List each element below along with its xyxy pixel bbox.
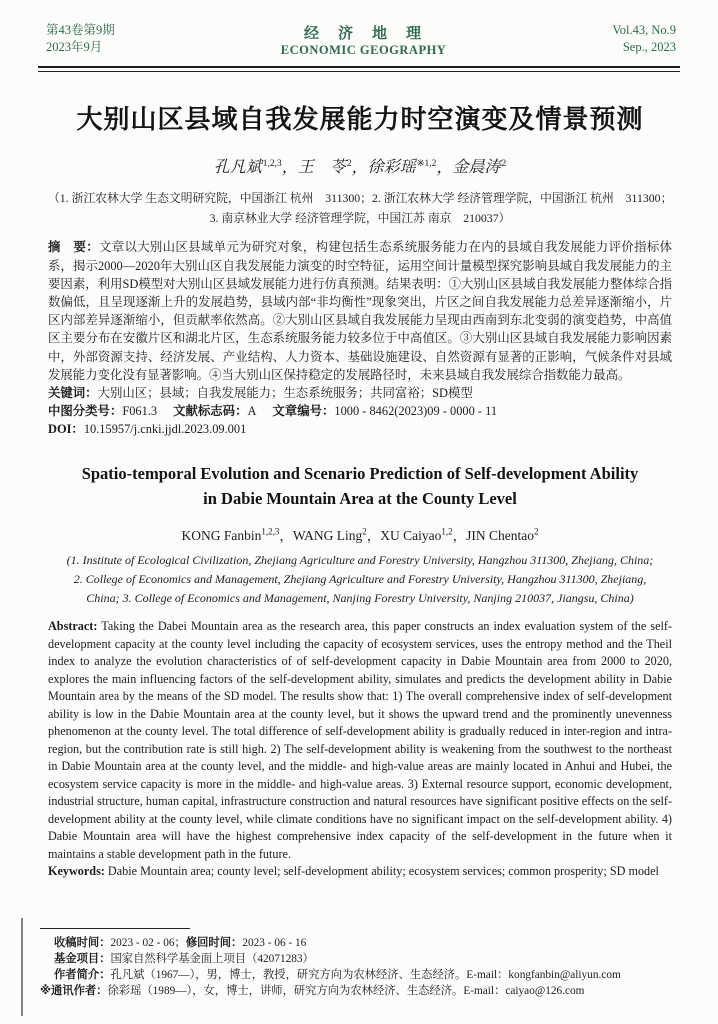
- author-superscript: 2: [362, 526, 367, 537]
- header-divider-rule: [38, 66, 680, 72]
- author-en: JIN Chentao$^2$: [466, 526, 539, 544]
- doi-label: DOI：: [48, 422, 84, 437]
- abstract-cn-label: 摘 要：: [48, 240, 99, 255]
- author-superscript: 1,2,3: [261, 526, 280, 537]
- author-delimiter: ，: [351, 159, 368, 177]
- footnote-received: 收稿时间：2023 - 02 - 06；修回时间：2023 - 06 - 16: [54, 937, 307, 949]
- issue-info-cn: [46, 22, 115, 56]
- footnote-fund: 基金项目：国家自然科学基金面上项目（42071283）: [54, 953, 314, 965]
- author-delimiter: ，: [366, 528, 381, 544]
- journal-name-en: ECONOMIC GEOGRAPHY: [280, 43, 447, 57]
- author-delimiter: ，: [279, 528, 293, 544]
- doi-value: 10.15957/j.cnki.jjdl.2023.09.001: [83, 422, 247, 437]
- doi-line: [48, 420, 672, 438]
- author-delimiter: ，: [281, 159, 298, 177]
- author-superscript: 1,2,3: [262, 159, 282, 169]
- date-en: Sep., 2023: [622, 40, 676, 54]
- keywords-cn: [48, 384, 672, 402]
- abstract-en-text: Taking the Dabei Mountain area as the research area, this paper constructs an index evaluation system of the self-development capacity at the county level including the capacity of ecosystem services, uses the entropy method and the Theil index to analyze the evolution characteristics of of self-development capacity in Dabie Mountain area from 2000 to 2020, explores the main influencing factors of the self-development ability, simulates and predicts the development ability in Dabie Mountain area by the means of the SD model. The results show that: 1) The overall comprehensive index of self-development ability is low in the Dabie Mountain area at the county level, but it shows the upward trend and the prominently unevenness phenomenon at the county level. The total difference of self-development ability is gradually reduced in inter-region and intra-region, but the contribution rate is still high. 2) The self-development ability is weakening from the southwest to the northeast in Dabie Mountain area at the county level, and the middle- and high-value areas are mainly located in Anhui and Hubei, the ecosystem service capacity is more in the middle- and high-value areas. 3) External resource support, economic development, industrial structure, human capital, infrastructure construction and natural resources have significant positive effects on the self-development ability at the county level, while climate conditions have no significant impact on the self-development ability. 4) Dabie Mountain area will have the highest comprehensive index capacity of the self-development in the future when it maintains a stable development path in the future.: [48, 619, 672, 861]
- issue-info-en: [612, 22, 676, 56]
- keywords-en-text: Dabie Mountain area; county level; self-development ability; ecosystem services; common prosperity; SD model: [104, 864, 659, 879]
- affiliation-en-line: China; 3. College of Economics and Management, Nanjing Forestry University, Nanjing 210037, Jiangsu, China): [86, 591, 634, 606]
- affiliation-en-line: (1. Institute of Ecological Civilization, Zhejiang Agriculture and Forestry University, Hangzhou 311300, Zhejiang, China;: [66, 553, 654, 568]
- author-superscript: 1,2: [441, 526, 453, 537]
- article-meta-line: [48, 402, 672, 420]
- affiliations-en: [48, 551, 672, 608]
- author-superscript: 2: [534, 526, 539, 537]
- journal-header: [0, 0, 718, 58]
- journal-name: [281, 22, 447, 58]
- clc-number: 中图分类号：F061.3: [48, 404, 158, 419]
- scan-artifact-line: [21, 918, 23, 1016]
- affiliation-en-line: 2. College of Economics and Management, Zhejiang Agriculture and Forestry University, Hangzhou 311300, Zhejiang,: [73, 572, 647, 587]
- article-title-en: [48, 461, 672, 511]
- abstract-cn-text: 文章以大别山区县域单元为研究对象，构建包括生态系统服务能力在内的县域自我发展能力评价指标体系，揭示2000—2020年大别山区自我发展能力演变的时空特征，运用空间计量模型探究影响县域自我发展能力的主要因素，利用SD模型对大别山区县域发展能力进行仿真预测。结果表明：①大别山区县域自我发展能力整体综合指数偏低，且呈现逐渐上升的发展趋势，县域内部“非均衡性”现象突出，片区之间自我发展能力总差异逐渐缩小，片区内部差异逐渐缩小，但贡献率依然高。②大别山区县域自我发展能力呈现由西南到东北变弱的演变趋势，中高值区主要分布在安徽片区和湖北片区，生态系统服务能力较多位于中高值区。③大别山区县域自我发展能力影响因素中，外部资源支持、经济发展、产业结构、人力资本、基础设施建设、自然资源有显著的正影响，气候条件对县域发展能力变化没有显著影响。④当大别山区保持稳定的发展路径时，未来县域自我发展综合指数能力最高。: [48, 240, 673, 382]
- author-en: KONG Fanbin$^{1,2,3}$: [181, 526, 280, 544]
- date-cn: 2023年9月: [46, 40, 103, 54]
- keywords-cn-text: 大别山区；县域；自我发展能力；生态系统服务；共同富裕；SD模型: [97, 385, 473, 400]
- author-cn: 徐彩瑶$^{※1,2}$: [367, 159, 437, 177]
- abstract-cn: [48, 238, 672, 384]
- abstract-en: [48, 618, 672, 863]
- author-superscript: ※1,2: [416, 159, 437, 169]
- article-title-en-line2: in Dabie Mountain Area at the County Level: [203, 488, 517, 508]
- affiliation-cn-line: （1. 浙江农林大学 生态文明研究院，中国浙江 杭州 311300；2. 浙江农林大学 经济管理学院，中国浙江 杭州 311300；: [48, 191, 673, 206]
- author-delimiter: ，: [436, 159, 453, 177]
- keywords-cn-label: 关键词：: [48, 385, 98, 400]
- keywords-en-label: Keywords:: [48, 864, 105, 879]
- author-superscript: 2: [501, 159, 507, 169]
- footnote-corresponding-author: ※通讯作者：徐彩瑶（1989—），女，博士，讲师，研究方向为农林经济、生态经济。E-mail：caiyao@126.com: [40, 985, 585, 997]
- author-en: WANG Ling$^2$: [292, 526, 367, 544]
- document-code: 文献标志码：A: [173, 404, 257, 419]
- author-delimiter: ，: [452, 528, 467, 544]
- keywords-en: [48, 863, 672, 881]
- abstract-en-label: Abstract:: [48, 619, 98, 634]
- volume-issue-cn: 第43卷第9期: [46, 23, 115, 37]
- author-superscript: 2: [346, 159, 352, 169]
- article-content: [0, 102, 718, 881]
- author-cn: 王 苓$^2$: [297, 159, 352, 177]
- volume-issue-en: Vol.43, No.9: [612, 23, 676, 37]
- author-cn: 孔凡斌$^{1,2,3}$: [213, 159, 282, 177]
- footnote-divider-rule: [40, 928, 190, 929]
- footnote-block: [40, 928, 674, 999]
- article-number: 文章编号：1000 - 8462(2023)09 - 0000 - 11: [272, 404, 498, 419]
- author-en: XU Caiyao$^{1,2}$: [380, 526, 453, 544]
- article-title-en-line1: Spatio-temporal Evolution and Scenario Prediction of Self-development Ability: [81, 463, 639, 483]
- affiliations-cn: [48, 188, 672, 228]
- footnote-author-bio: 作者简介：孔凡斌（1967—），男，博士，教授，研究方向为农林经济、生态经济。E-mail：kongfanbin@aliyun.com: [54, 969, 621, 981]
- authors-en: [48, 523, 672, 546]
- journal-name-cn: 经 济 地 理: [304, 26, 424, 42]
- article-title-cn: 大别山区县域自我发展能力时空演变及情景预测: [76, 104, 644, 134]
- authors-cn: [48, 153, 672, 179]
- affiliation-cn-line: 3. 南京林业大学 经济管理学院，中国江苏 南京 210037）: [209, 211, 511, 226]
- author-cn: 金晨涛$^2$: [452, 159, 507, 177]
